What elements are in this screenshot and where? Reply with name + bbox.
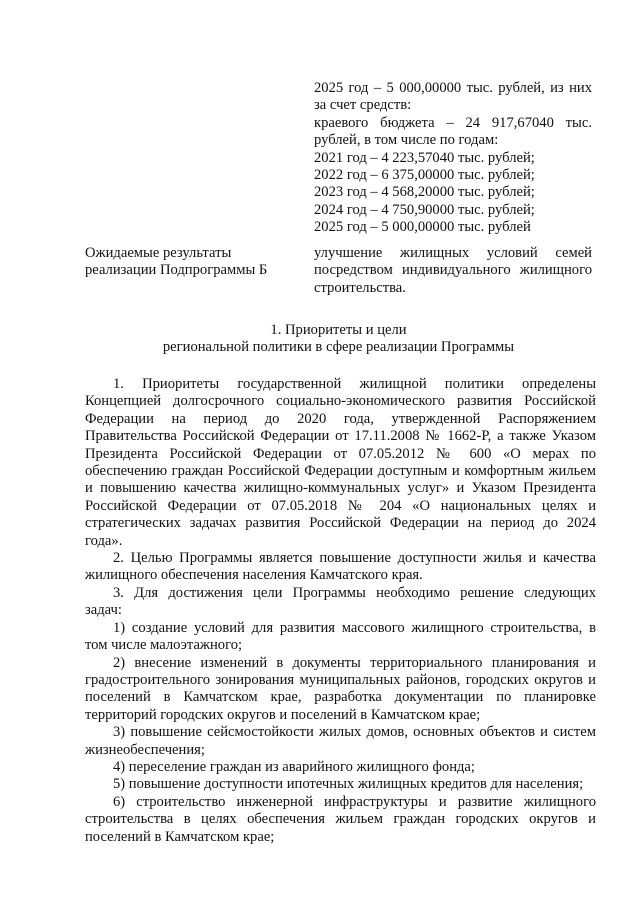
paragraph-line: поселений в Камчатском крае, разработка документации по планировке bbox=[85, 689, 596, 706]
paragraph bbox=[85, 794, 596, 846]
paragraph-line: Правительства Российской Федерации от 17.11.2008 № 1662-Р, а также Указом bbox=[85, 428, 596, 445]
results-value-line: улучшение жилищных условий семей bbox=[314, 245, 592, 261]
paragraph bbox=[85, 759, 596, 776]
paragraph-line: стратегических задачах развития Российской Федерации на период до 2024 bbox=[85, 515, 596, 532]
paragraph bbox=[85, 585, 596, 620]
paragraph bbox=[85, 724, 596, 759]
funding-line: 2024 год – 4 750,90000 тыс. рублей; bbox=[314, 201, 535, 218]
paragraph-line: 2. Целью Программы является повышение доступности жилья и качества bbox=[113, 550, 596, 567]
paragraph-line: 3) повышение сейсмостойкости жилых домов, основных объектов и систем bbox=[113, 724, 596, 741]
funding-line: 2025 год – 5 000,00000 тыс. рублей, из них bbox=[314, 80, 592, 96]
expected-results-label bbox=[85, 245, 295, 280]
paragraph-line: территорий городских округов и поселений в Камчатском крае; bbox=[85, 706, 481, 723]
paragraph-line: жизнеобеспечения; bbox=[85, 741, 205, 758]
paragraph-line: 2) внесение изменений в документы территориального планирования и bbox=[113, 654, 596, 671]
paragraph-line: 6) строительство инженерной инфраструктуры и развитие жилищного bbox=[113, 793, 596, 810]
paragraph bbox=[85, 550, 596, 585]
body-text bbox=[85, 376, 596, 846]
paragraph bbox=[85, 376, 596, 550]
heading-line-2: региональной политики в сфере реализации Программы bbox=[162, 339, 515, 356]
paragraph-line: Федерации на период до 2020 года, утвержденной Распоряжением bbox=[85, 410, 596, 427]
funding-line: 2022 год – 6 375,00000 тыс. рублей; bbox=[314, 167, 535, 184]
results-value-line: посредством индивидуального жилищного bbox=[314, 262, 592, 279]
paragraph bbox=[85, 620, 596, 655]
paragraph-line: 1. Приоритеты государственной жилищной политики определены bbox=[113, 376, 596, 392]
funding-breakdown bbox=[314, 80, 592, 237]
paragraph-line: обеспечению граждан Российской Федерации доступным и комфортным жильем bbox=[85, 463, 596, 480]
paragraph-line: и повышению качества жилищно-коммунальных услуг» и Указом Президента bbox=[85, 480, 596, 497]
funding-line: краевого бюджета – 24 917,67040 тыс. bbox=[314, 114, 592, 131]
paragraph-line: градостроительного зонирования муниципальных районов, городских округов и bbox=[85, 671, 596, 688]
paragraph-line: 5) повышение доступности ипотечных жилищных кредитов для населения; bbox=[113, 776, 584, 793]
paragraph-line: 3. Для достижения цели Программы необходимо решение следующих bbox=[113, 584, 596, 601]
paragraph-line: 4) переселение граждан из аварийного жилищного фонда; bbox=[113, 758, 475, 775]
section-heading bbox=[85, 322, 592, 357]
paragraph-line: задач: bbox=[85, 602, 122, 619]
expected-results-value bbox=[314, 245, 592, 297]
funding-line: 2021 год – 4 223,57040 тыс. рублей; bbox=[314, 149, 535, 166]
paragraph-line: поселений в Камчатском крае; bbox=[85, 828, 275, 845]
paragraph-line: Президента Российской Федерации от 07.05.2012 № 600 «О мерах по bbox=[85, 445, 596, 462]
heading-line-1: 1. Приоритеты и цели bbox=[270, 322, 407, 338]
paragraph-line: жилищного обеспечения населения Камчатского края. bbox=[85, 567, 423, 584]
paragraph bbox=[85, 655, 596, 725]
paragraph-line: строительства в целях обеспечения жильем граждан городских округов и bbox=[85, 811, 596, 828]
results-label-line: Ожидаемые результаты bbox=[85, 245, 232, 261]
funding-line: 2025 год – 5 000,00000 тыс. рублей bbox=[314, 219, 531, 236]
results-value-line: строительства. bbox=[314, 279, 406, 296]
paragraph-line: года». bbox=[85, 532, 123, 549]
funding-line: за счет средств: bbox=[314, 97, 412, 114]
paragraph bbox=[85, 776, 596, 793]
funding-line: рублей, в том числе по годам: bbox=[314, 132, 499, 149]
paragraph-line: Российской Федерации от 07.05.2018 № 204 «О национальных целях и bbox=[85, 497, 596, 514]
results-label-line: реализации Подпрограммы Б bbox=[85, 262, 268, 279]
paragraph-line: том числе малоэтажного; bbox=[85, 637, 243, 654]
funding-line: 2023 год – 4 568,20000 тыс. рублей; bbox=[314, 184, 535, 201]
paragraph-line: Концепцией долгосрочного социально-экономического развития Российской bbox=[85, 393, 596, 410]
paragraph-line: 1) создание условий для развития массового жилищного строительства, в bbox=[113, 619, 596, 636]
